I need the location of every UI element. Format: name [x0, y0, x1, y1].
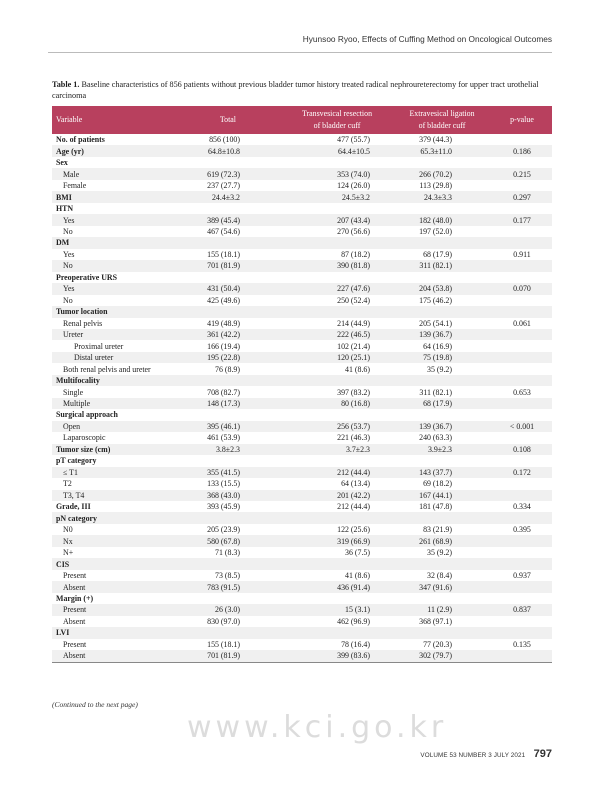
- table-row: [52, 570, 552, 581]
- row-label: CIS: [52, 558, 202, 569]
- cell-pvalue: [492, 203, 552, 214]
- row-label: Nx: [52, 535, 202, 546]
- cell-extravesical: [392, 272, 492, 283]
- cell-extravesical: 83 (21.9): [423, 525, 452, 535]
- cell-pvalue: [492, 134, 552, 145]
- cell-pvalue: 0.070: [492, 283, 552, 294]
- table-row: [52, 616, 552, 627]
- cell-pvalue: [492, 363, 552, 374]
- cell-extravesical: 240 (63.3): [419, 433, 452, 443]
- cell-total: 619 (72.3): [202, 168, 282, 179]
- cell-total: 708 (82.7): [207, 387, 240, 397]
- table-header-row: [52, 106, 552, 134]
- cell-transvesical: 221 (46.3): [337, 433, 370, 443]
- cell-extravesical: 11 (2.9): [392, 604, 492, 615]
- table-row: [52, 593, 552, 604]
- cell-total: 395 (46.1): [202, 421, 282, 432]
- cell-pvalue: [492, 272, 552, 283]
- table-row: [52, 260, 552, 271]
- cell-pvalue: [492, 627, 552, 638]
- cell-pvalue: [492, 260, 552, 271]
- column-header-extravesical: [392, 106, 492, 134]
- continued-note: (Continued to the next page): [52, 700, 138, 709]
- row-label: No. of patients: [56, 135, 105, 145]
- cell-pvalue: [492, 306, 552, 317]
- cell-pvalue: 0.108: [492, 444, 552, 455]
- cell-pvalue: 0.653: [513, 387, 531, 397]
- table-row: [52, 306, 552, 317]
- cell-total: 166 (19.4): [207, 341, 240, 351]
- cell-extravesical: [392, 409, 492, 420]
- cell-pvalue: < 0.001: [492, 421, 552, 432]
- cell-extravesical: 175 (46.2): [419, 295, 452, 305]
- cell-transvesical: [282, 237, 392, 248]
- cell-pvalue: [492, 650, 552, 662]
- cell-pvalue: [492, 157, 552, 168]
- cell-transvesical: [282, 627, 392, 638]
- table-row: [52, 157, 552, 168]
- cell-total: 195 (22.8): [202, 352, 282, 363]
- cell-transvesical: 36 (7.5): [345, 548, 370, 558]
- table-row: [52, 639, 552, 650]
- cell-total: 701 (81.9): [202, 650, 282, 662]
- cell-pvalue: 0.186: [492, 145, 552, 156]
- cell-extravesical: 75 (19.8): [392, 352, 492, 363]
- cell-transvesical: 212 (44.4): [282, 467, 392, 478]
- cell-total: 461 (53.9): [207, 433, 240, 443]
- row-label: Present: [63, 571, 87, 581]
- cell-pvalue: [492, 616, 552, 627]
- cell-total: 64.8±10.8: [202, 145, 282, 156]
- table-row: [52, 421, 552, 432]
- cell-extravesical: 205 (54.1): [419, 318, 452, 328]
- cell-extravesical: [392, 306, 492, 317]
- table-row: [52, 512, 552, 523]
- cell-extravesical: 65.3±11.0: [392, 145, 492, 156]
- row-label: Absent: [52, 650, 202, 662]
- cell-extravesical: 32 (8.4): [427, 571, 452, 581]
- row-label: Both renal pelvis and ureter: [63, 364, 151, 374]
- cell-transvesical: 397 (83.2): [337, 387, 370, 397]
- cell-total: [202, 272, 282, 283]
- cell-extravesical: 204 (53.8): [392, 283, 492, 294]
- cell-pvalue: [492, 409, 552, 420]
- table-caption-label: Table 1.: [52, 80, 80, 89]
- cell-pvalue: [492, 180, 552, 191]
- cell-extravesical: 302 (79.7): [392, 650, 492, 662]
- cell-transvesical: [282, 558, 392, 569]
- column-header-transvesical-line1: Transvesical resection: [301, 109, 373, 118]
- cell-total: 155 (18.1): [207, 639, 240, 649]
- row-label: Age (yr): [52, 145, 202, 156]
- table-row: [52, 444, 552, 455]
- cell-extravesical: [392, 455, 492, 466]
- cell-transvesical: 212 (44.4): [337, 502, 370, 512]
- cell-extravesical: 35 (9.2): [427, 548, 452, 558]
- table-row: [52, 409, 552, 420]
- row-label: Preoperative URS: [56, 272, 117, 282]
- cell-total: 393 (45.9): [207, 502, 240, 512]
- baseline-characteristics-table: [52, 106, 552, 663]
- row-label: Sex: [56, 158, 68, 168]
- cell-extravesical: [392, 237, 492, 248]
- cell-transvesical: [282, 409, 392, 420]
- cell-pvalue: [492, 398, 552, 409]
- cell-pvalue: [492, 478, 552, 489]
- cell-pvalue: [492, 329, 552, 340]
- cell-extravesical: 77 (20.3): [423, 639, 452, 649]
- row-label: Tumor size (cm): [52, 444, 202, 455]
- cell-extravesical: 24.3±3.3: [392, 191, 492, 202]
- cell-transvesical: 201 (42.2): [282, 490, 392, 501]
- cell-extravesical: 167 (44.1): [392, 490, 492, 501]
- cell-extravesical: [392, 627, 492, 638]
- cell-total: 389 (45.4): [202, 214, 282, 225]
- cell-pvalue: [492, 352, 552, 363]
- cell-pvalue: [492, 558, 552, 569]
- cell-extravesical: 181 (47.8): [419, 502, 452, 512]
- cell-transvesical: 15 (3.1): [282, 604, 392, 615]
- cell-transvesical: 64.4±10.5: [282, 145, 392, 156]
- cell-total: [202, 558, 282, 569]
- cell-pvalue: [492, 237, 552, 248]
- table-row: [52, 432, 552, 443]
- cell-transvesical: 462 (96.9): [337, 616, 370, 626]
- column-header-variable: Variable: [52, 106, 202, 134]
- cell-pvalue: 0.334: [513, 502, 531, 512]
- cell-pvalue: [492, 547, 552, 558]
- table-row: [52, 467, 552, 478]
- table-row: [52, 180, 552, 191]
- cell-transvesical: 436 (91.4): [282, 581, 392, 592]
- cell-pvalue: [492, 535, 552, 546]
- table-row: [52, 340, 552, 351]
- cell-total: [202, 512, 282, 523]
- cell-pvalue: 0.297: [492, 191, 552, 202]
- table-row: [52, 249, 552, 260]
- row-label: Absent: [63, 616, 86, 626]
- table-caption: [52, 80, 552, 101]
- cell-total: 148 (17.3): [202, 398, 282, 409]
- row-label: ≤ T1: [52, 467, 202, 478]
- table-row: [52, 214, 552, 225]
- cell-pvalue: [492, 593, 552, 604]
- cell-transvesical: 78 (16.4): [341, 639, 370, 649]
- cell-pvalue: [492, 295, 552, 306]
- cell-total: 419 (48.9): [207, 318, 240, 328]
- column-header-total: Total: [202, 106, 282, 134]
- row-label: Present: [52, 604, 202, 615]
- header-divider: [48, 52, 552, 53]
- row-label: DM: [52, 237, 202, 248]
- cell-total: 431 (50.4): [202, 283, 282, 294]
- cell-transvesical: 270 (56.6): [337, 226, 370, 236]
- cell-extravesical: 311 (82.1): [419, 387, 452, 397]
- cell-transvesical: 124 (26.0): [337, 181, 370, 191]
- journal-issue: VOLUME 53 NUMBER 3 JULY 2021: [420, 752, 526, 759]
- row-label: Multifocality: [52, 375, 202, 386]
- table-row: [52, 295, 552, 306]
- row-label: Margin (+): [56, 593, 94, 603]
- cell-transvesical: 250 (52.4): [337, 295, 370, 305]
- cell-transvesical: 207 (43.4): [282, 214, 392, 225]
- cell-total: 26 (3.0): [202, 604, 282, 615]
- row-label: Distal ureter: [52, 352, 202, 363]
- cell-transvesical: 3.7±2.3: [282, 444, 392, 455]
- cell-total: [202, 455, 282, 466]
- cell-extravesical: 68 (17.9): [423, 249, 452, 259]
- row-label: BMI: [52, 191, 202, 202]
- cell-transvesical: 122 (25.6): [337, 525, 370, 535]
- table-row: [52, 398, 552, 409]
- row-label: pN category: [52, 512, 202, 523]
- row-label: T2: [63, 479, 72, 489]
- row-label: LVI: [52, 627, 202, 638]
- cell-total: [202, 627, 282, 638]
- row-label: Proximal ureter: [74, 341, 124, 351]
- page-number: 797: [533, 748, 552, 760]
- cell-total: 205 (23.9): [207, 525, 240, 535]
- cell-extravesical: 368 (97.1): [419, 616, 452, 626]
- row-label: Ureter: [52, 329, 202, 340]
- cell-total: 355 (41.5): [202, 467, 282, 478]
- table-body: [52, 134, 552, 662]
- cell-pvalue: [492, 490, 552, 501]
- cell-total: 3.8±2.3: [202, 444, 282, 455]
- column-header-transvesical: [282, 106, 392, 134]
- table-row: [52, 490, 552, 501]
- cell-pvalue: 0.911: [513, 249, 531, 259]
- page-footer: [420, 744, 552, 762]
- cell-pvalue: 0.135: [513, 639, 531, 649]
- row-label: Male: [52, 168, 202, 179]
- row-label: Open: [52, 421, 202, 432]
- cell-extravesical: 266 (70.2): [392, 168, 492, 179]
- cell-pvalue: 0.061: [513, 318, 531, 328]
- table-row: [52, 375, 552, 386]
- row-label: Yes: [63, 249, 75, 259]
- row-label: Multiple: [52, 398, 202, 409]
- row-label: Yes: [52, 214, 202, 225]
- row-label: Single: [63, 387, 84, 397]
- table-row: [52, 272, 552, 283]
- cell-transvesical: [282, 593, 392, 604]
- cell-extravesical: 3.9±2.3: [392, 444, 492, 455]
- cell-total: 24.4±3.2: [202, 191, 282, 202]
- cell-transvesical: 256 (53.7): [282, 421, 392, 432]
- table-row: [52, 501, 552, 512]
- table-row: [52, 386, 552, 397]
- table-row: [52, 581, 552, 592]
- cell-pvalue: [492, 432, 552, 443]
- column-header-pvalue: p-value: [492, 106, 552, 134]
- cell-transvesical: 64 (13.4): [341, 479, 370, 489]
- cell-transvesical: 477 (55.7): [337, 135, 370, 145]
- cell-extravesical: 113 (29.8): [419, 181, 452, 191]
- cell-total: 237 (27.7): [207, 181, 240, 191]
- cell-total: [202, 593, 282, 604]
- cell-extravesical: [392, 512, 492, 523]
- cell-pvalue: 0.215: [492, 168, 552, 179]
- cell-pvalue: [492, 512, 552, 523]
- cell-pvalue: 0.395: [513, 525, 531, 535]
- table-row: [52, 203, 552, 214]
- table-row: [52, 329, 552, 340]
- cell-extravesical: 261 (68.9): [392, 535, 492, 546]
- column-header-extravesical-line2: of bladder cuff: [418, 121, 466, 130]
- cell-extravesical: 143 (37.7): [392, 467, 492, 478]
- table-row: [52, 237, 552, 248]
- cell-transvesical: 87 (18.2): [341, 249, 370, 259]
- cell-extravesical: 182 (48.0): [392, 214, 492, 225]
- cell-total: [202, 409, 282, 420]
- cell-extravesical: 311 (82.1): [392, 260, 492, 271]
- cell-extravesical: 35 (9.2): [427, 364, 452, 374]
- cell-extravesical: 69 (18.2): [423, 479, 452, 489]
- cell-extravesical: [392, 157, 492, 168]
- cell-extravesical: 197 (52.0): [419, 226, 452, 236]
- table-row: [52, 363, 552, 374]
- table-row: [52, 627, 552, 638]
- cell-total: 701 (81.9): [202, 260, 282, 271]
- cell-transvesical: 227 (47.6): [282, 283, 392, 294]
- cell-transvesical: [282, 455, 392, 466]
- table-row: [52, 604, 552, 615]
- column-header-extravesical-line1: Extravesical ligation: [409, 109, 475, 118]
- cell-total: 71 (8.3): [215, 548, 240, 558]
- cell-total: 467 (54.6): [207, 226, 240, 236]
- cell-total: 155 (18.1): [207, 249, 240, 259]
- cell-total: 830 (97.0): [207, 616, 240, 626]
- cell-extravesical: 68 (17.9): [392, 398, 492, 409]
- cell-extravesical: [392, 558, 492, 569]
- cell-total: 783 (91.5): [202, 581, 282, 592]
- cell-transvesical: 319 (66.9): [282, 535, 392, 546]
- row-label: N+: [63, 548, 74, 558]
- table-caption-text: Baseline characteristics of 856 patients without previous bladder tumor history treated radical nephroureterectomy for upper tract urothelial carcinoma: [52, 80, 539, 100]
- table-row: [52, 524, 552, 535]
- cell-transvesical: [282, 203, 392, 214]
- column-header-transvesical-line2: of bladder cuff: [313, 121, 361, 130]
- cell-transvesical: 222 (46.5): [282, 329, 392, 340]
- cell-total: 133 (15.5): [207, 479, 240, 489]
- cell-transvesical: 399 (83.6): [282, 650, 392, 662]
- cell-pvalue: [492, 581, 552, 592]
- cell-pvalue: [492, 375, 552, 386]
- table-row: [52, 352, 552, 363]
- running-title: Hyunsoo Ryoo, Effects of Cuffing Method on Oncological Outcomes: [302, 34, 552, 44]
- cell-total: [202, 306, 282, 317]
- row-label: HTN: [56, 204, 74, 214]
- cell-transvesical: 24.5±3.2: [282, 191, 392, 202]
- cell-pvalue: 0.837: [492, 604, 552, 615]
- cell-total: 580 (67.8): [202, 535, 282, 546]
- watermark: www.kci.go.kr: [187, 710, 448, 745]
- table-row: [52, 455, 552, 466]
- table-row: [52, 168, 552, 179]
- cell-total: [202, 237, 282, 248]
- cell-total: 425 (49.6): [207, 295, 240, 305]
- cell-extravesical: 379 (44.3): [419, 135, 452, 145]
- cell-total: 856 (100): [209, 135, 240, 145]
- cell-transvesical: [282, 306, 392, 317]
- cell-pvalue: 0.172: [492, 467, 552, 478]
- table-row: [52, 535, 552, 546]
- cell-transvesical: 102 (21.4): [337, 341, 370, 351]
- cell-transvesical: 214 (44.9): [337, 318, 370, 328]
- cell-transvesical: [282, 157, 392, 168]
- cell-extravesical: 64 (16.9): [423, 341, 452, 351]
- row-label: Laparoscopic: [63, 433, 106, 443]
- cell-transvesical: [282, 375, 392, 386]
- cell-pvalue: [492, 340, 552, 351]
- cell-extravesical: [392, 593, 492, 604]
- row-label: No: [63, 295, 73, 305]
- cell-transvesical: 353 (74.0): [282, 168, 392, 179]
- cell-pvalue: [492, 455, 552, 466]
- cell-total: [202, 375, 282, 386]
- table-row: [52, 191, 552, 202]
- table-row: [52, 547, 552, 558]
- cell-transvesical: 120 (25.1): [282, 352, 392, 363]
- row-label: T3, T4: [52, 490, 202, 501]
- cell-extravesical: 139 (36.7): [392, 329, 492, 340]
- row-label: Present: [63, 639, 87, 649]
- row-label: N0: [63, 525, 73, 535]
- table-row: [52, 283, 552, 294]
- table-row: [52, 318, 552, 329]
- cell-total: [202, 203, 282, 214]
- cell-total: 76 (8.9): [215, 364, 240, 374]
- cell-transvesical: [282, 512, 392, 523]
- row-label: Grade, III: [56, 502, 91, 512]
- table-row: [52, 478, 552, 489]
- cell-pvalue: [492, 226, 552, 237]
- row-label: No: [52, 260, 202, 271]
- row-label: No: [63, 226, 73, 236]
- cell-transvesical: 80 (16.8): [282, 398, 392, 409]
- row-label: Surgical approach: [56, 410, 118, 420]
- table-row: [52, 650, 552, 662]
- row-label: Tumor location: [52, 306, 202, 317]
- cell-transvesical: 41 (8.6): [345, 364, 370, 374]
- row-label: Yes: [52, 283, 202, 294]
- table-row: [52, 134, 552, 145]
- row-label: pT category: [56, 456, 97, 466]
- cell-transvesical: 41 (8.6): [345, 571, 370, 581]
- cell-pvalue: 0.937: [513, 571, 531, 581]
- cell-total: 361 (42.2): [202, 329, 282, 340]
- row-label: Renal pelvis: [63, 318, 103, 328]
- cell-transvesical: [282, 272, 392, 283]
- cell-extravesical: [392, 375, 492, 386]
- row-label: Absent: [52, 581, 202, 592]
- cell-transvesical: 390 (81.8): [282, 260, 392, 271]
- cell-extravesical: [392, 203, 492, 214]
- table-row: [52, 558, 552, 569]
- cell-pvalue: 0.177: [492, 214, 552, 225]
- cell-total: 73 (8.5): [215, 571, 240, 581]
- cell-extravesical: 139 (36.7): [392, 421, 492, 432]
- table-row: [52, 226, 552, 237]
- cell-total: [202, 157, 282, 168]
- cell-extravesical: 347 (91.6): [392, 581, 492, 592]
- table-row: [52, 145, 552, 156]
- row-label: Female: [63, 181, 87, 191]
- cell-total: 368 (43.0): [202, 490, 282, 501]
